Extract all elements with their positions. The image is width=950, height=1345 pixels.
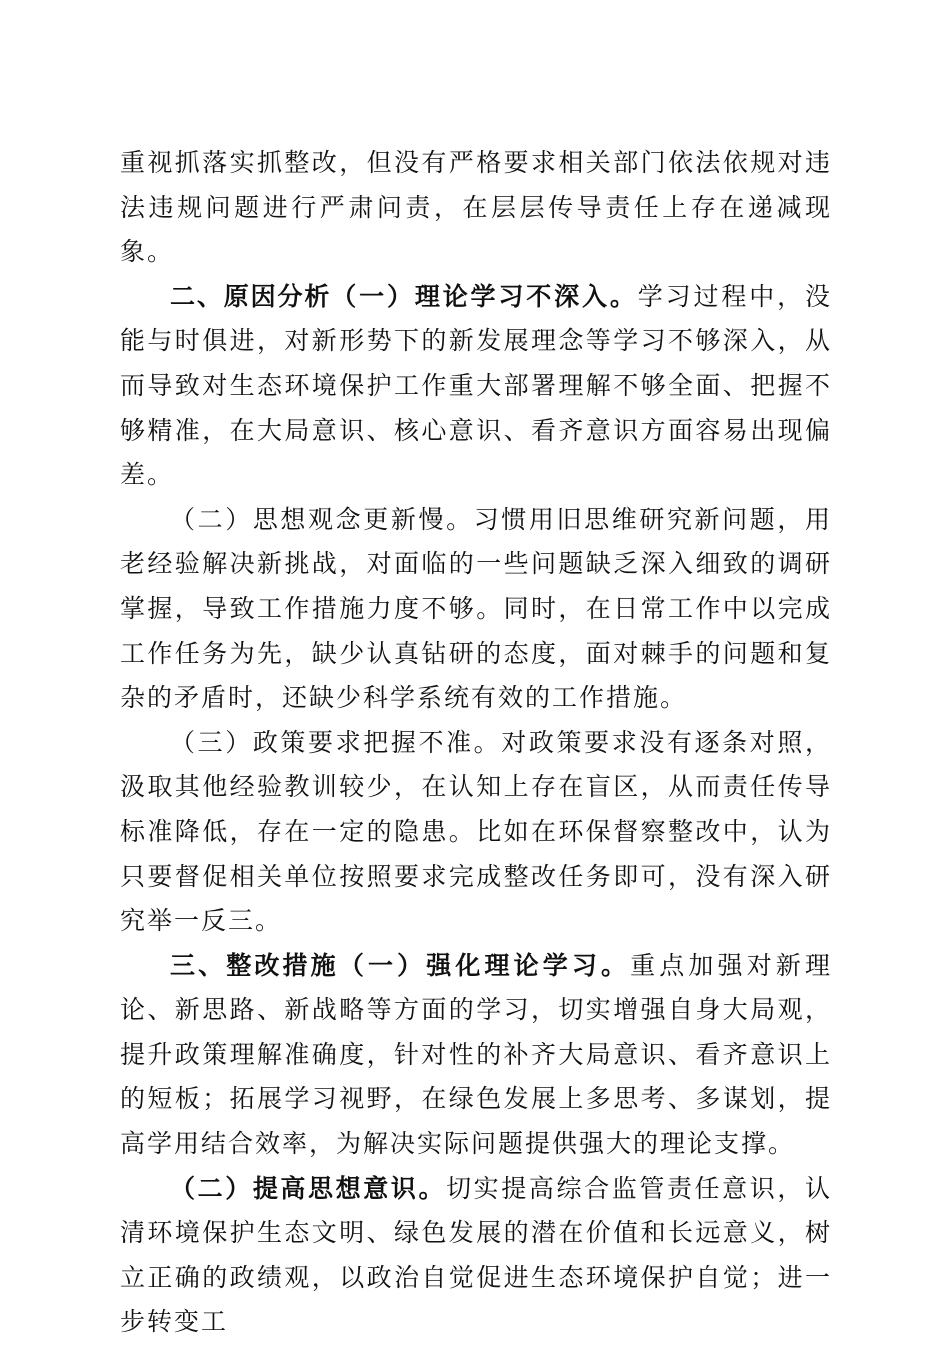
sub-heading-strengthen-theory: （一）强化理论学习。 <box>338 950 631 980</box>
sub-heading-policy-grasp: （三）政策要求把握不准。 <box>170 727 502 757</box>
paragraph-text: 重点加强对新理论、新思路、新战略等方面的学习，切实增强自身大局观，提升政策理解准确度，针对性的补齐大局意识、看齐意识上的短板；拓展学习视野，在绿色发展上多思考、多谋划，提高学用结合效率，为解决实际问题提供强大的理论支撑。 <box>120 950 832 1159</box>
document-body <box>120 141 832 1345</box>
sub-heading-theory-study: （一）理论学习不深入。 <box>331 281 638 311</box>
paragraph-text: 切实提高综合监管责任意识，认清环境保护生态文明、绿色发展的潜在价值和长远意义，树立正确的政绩观，以政治自觉促进生态环境保护自觉；进一步转变工 <box>120 1173 832 1337</box>
paragraph-text: 对政策要求没有逐条对照，汲取其他经验教训较少，在认知上存在盲区，从而责任传导标准降低，存在一定的隐患。比如在环保督察整改中，认为只要督促相关单位按照要求完成整改任务即可，没有深入研究举一反三。 <box>120 727 832 936</box>
paragraph-continuation <box>120 141 832 275</box>
paragraph-cause-analysis-1 <box>120 275 832 498</box>
section-heading-rectification: 三、整改措施 <box>170 950 339 980</box>
paragraph-cause-analysis-2 <box>120 498 832 721</box>
paragraph-cause-analysis-3 <box>120 721 832 944</box>
paragraph-rectification-2 <box>120 1167 832 1345</box>
sub-heading-raise-awareness: （二）提高思想意识。 <box>170 1173 447 1203</box>
paragraph-text: 学习过程中，没能与时俱进，对新形势下的新发展理念等学习不够深入，从而导致对生态环境保护工作重大部署理解不够全面、把握不够精准，在大局意识、核心意识、看齐意识方面容易出现偏差。 <box>120 281 832 490</box>
paragraph-text: 重视抓落实抓整改，但没有严格要求相关部门依法依规对违法违规问题进行严肃问责，在层层传导责任上存在递减现象。 <box>120 148 832 267</box>
section-heading-cause-analysis: 二、原因分析 <box>170 281 332 311</box>
paragraph-rectification-1 <box>120 944 832 1167</box>
paragraph-text: 习惯用旧思维研究新问题，用老经验解决新挑战，对面临的一些问题缺乏深入细致的调研掌握，导致工作措施力度不够。同时，在日常工作中以完成工作任务为先，缺少认真钻研的态度，面对棘手的问题和复杂的矛盾时，还缺少科学系统有效的工作措施。 <box>120 504 832 713</box>
sub-heading-mindset-update: （二）思想观念更新慢。 <box>170 504 474 534</box>
